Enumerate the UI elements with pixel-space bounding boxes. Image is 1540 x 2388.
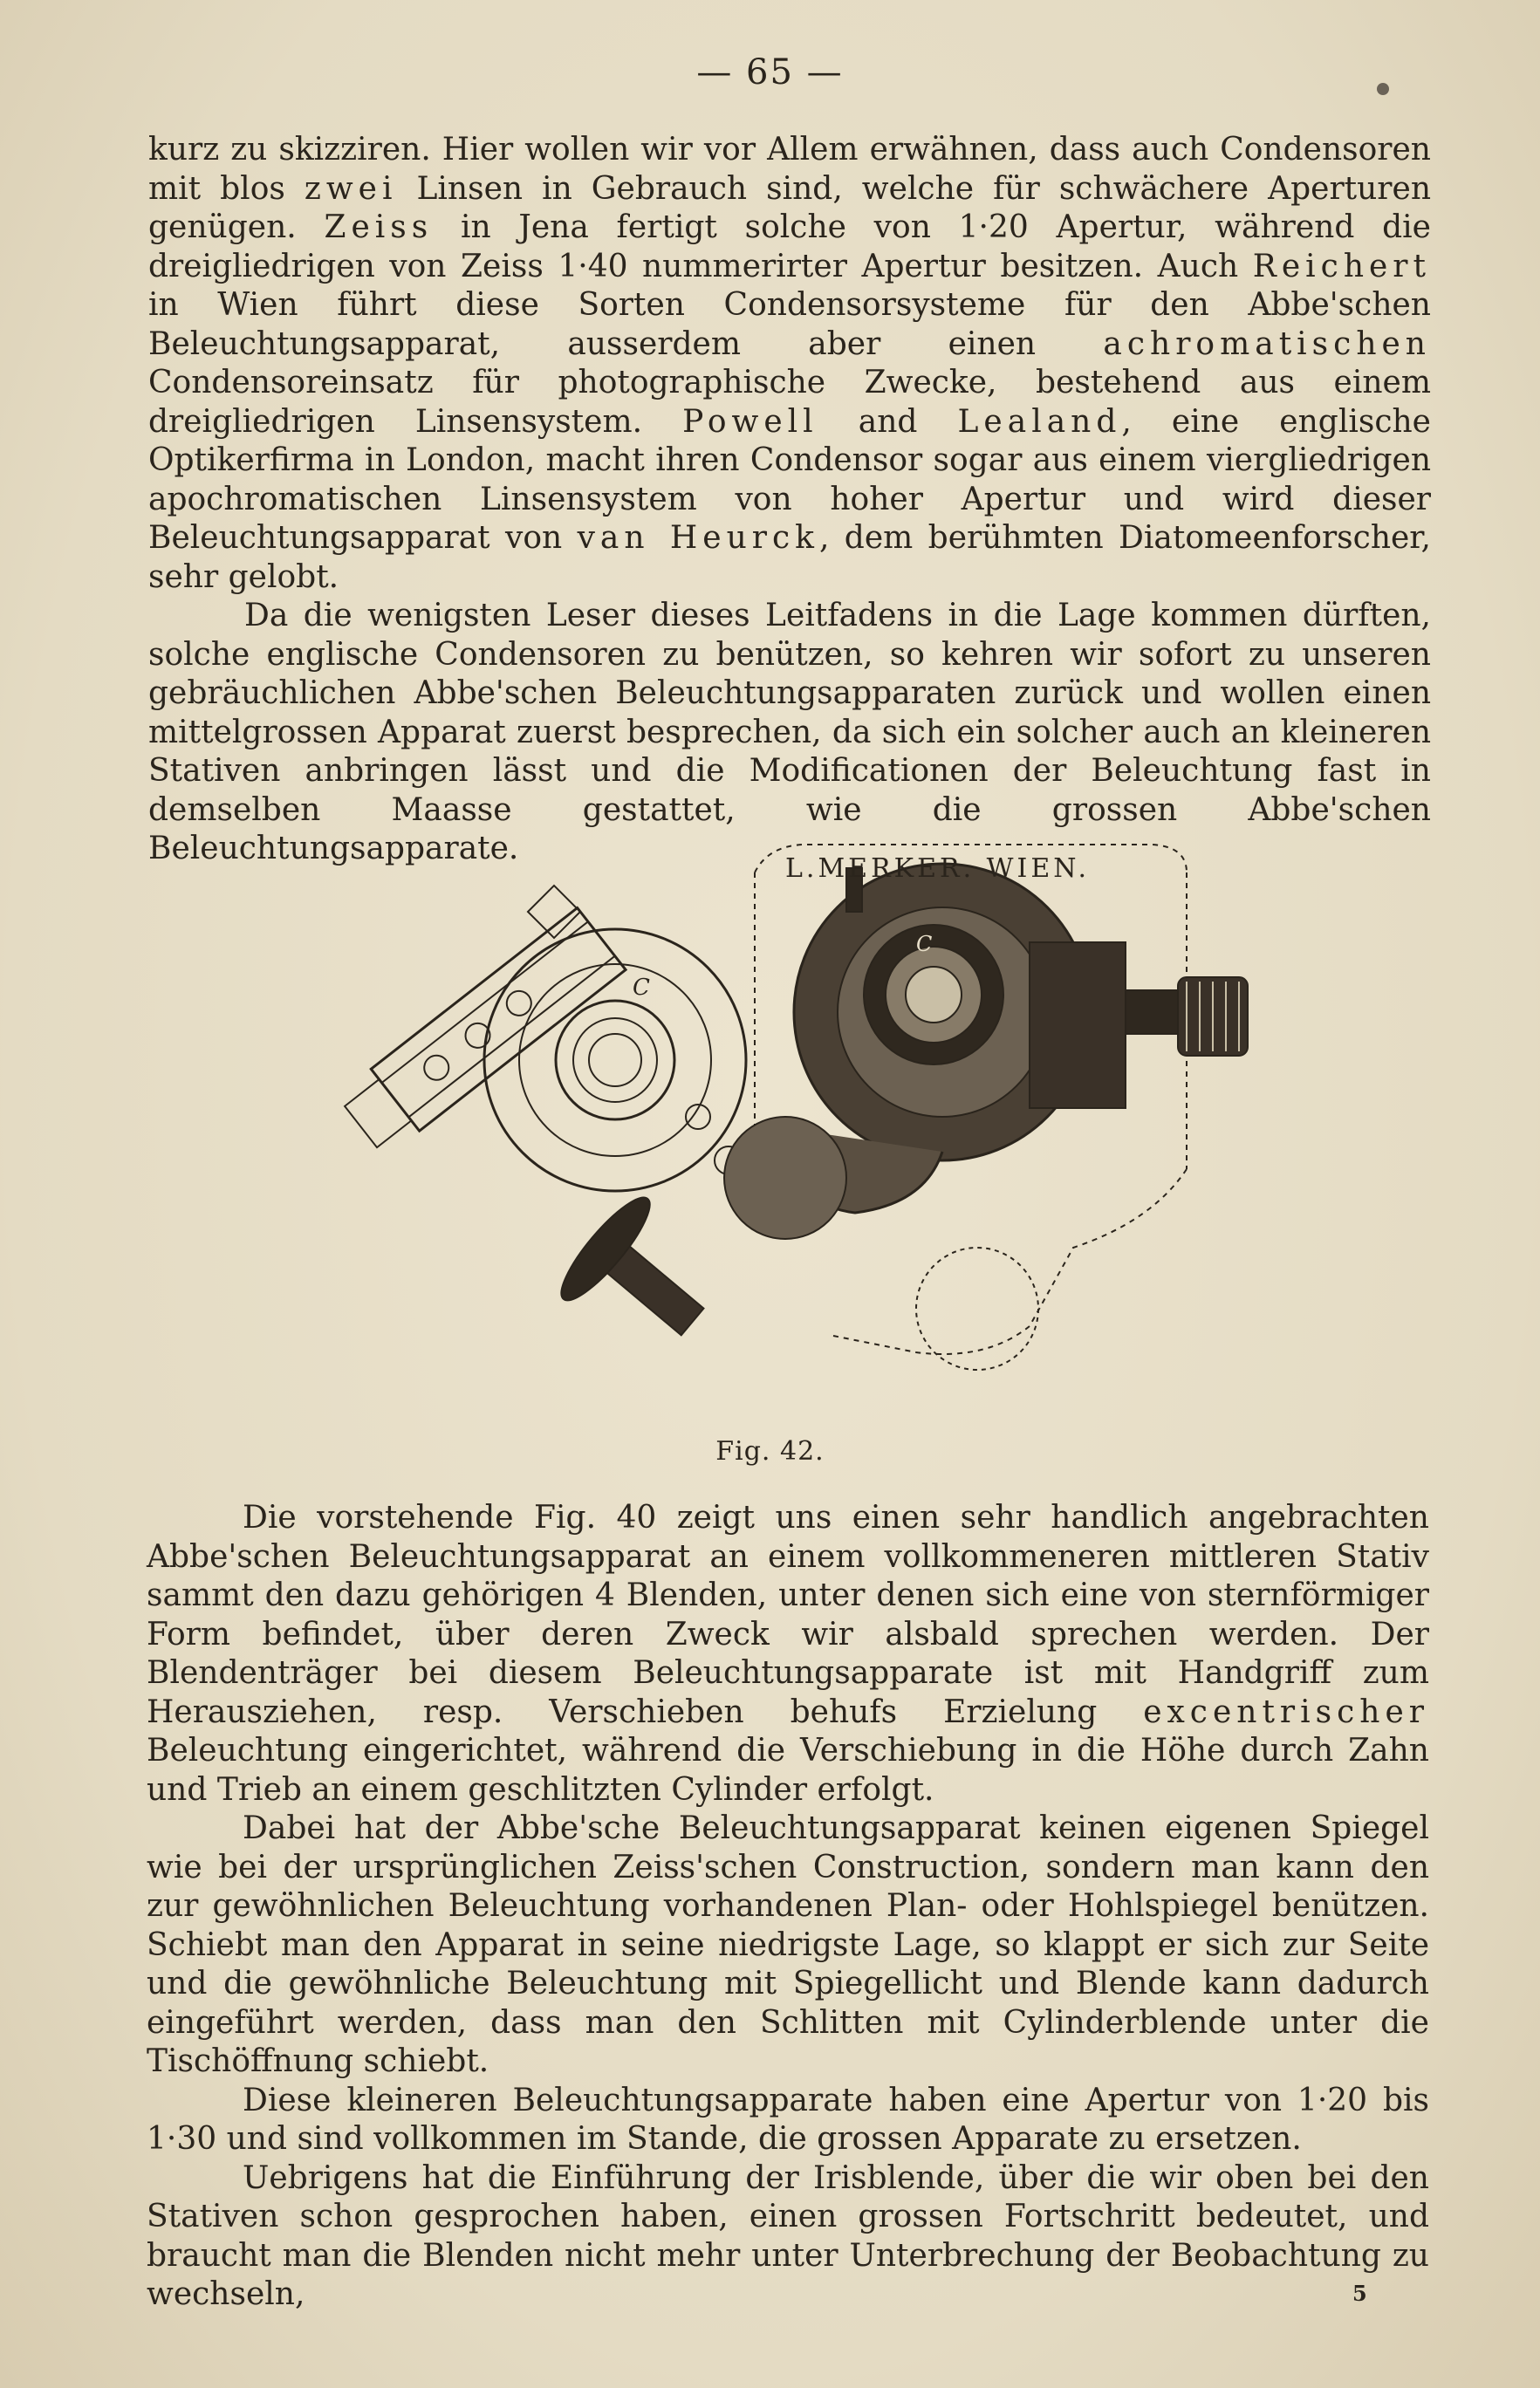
page-number: — 65 —	[696, 52, 844, 92]
paragraph-aperture: Diese kleineren Beleuchtungsapparate haben eine Apertur von 1·20 bis 1·30 und sind vollkommen im Stande, die grossen Apparate zu ersetzen.	[147, 2082, 1429, 2157]
spaced-name: Zeiss	[324, 209, 434, 245]
condenser-mount	[794, 864, 1248, 1160]
spaced-word: excentrischer	[1143, 1693, 1429, 1730]
handle	[551, 1187, 735, 1372]
dashed-circle	[916, 1248, 1038, 1370]
figure-caption: Fig. 42.	[715, 1436, 825, 1467]
paragraph-fig-description: Die vorstehende Fig. 40 zeigt uns einen sehr handlich angebrachten Abbe'schen Beleuchtungsapparat an einem vollkommeneren mittleren Stativ sammt den dazu gehörigen 4 Blenden, unter denen sich eine von sternförmiger Form befindet, über deren Zweck wir alsbald sprechen werden. Der Blendenträger bei diesem Beleuchtungsapparate ist mit Handgriff zum Herausziehen, resp. Verschieben behufs Erzielung excentrischer Beleuchtung eingerichtet, während die Verschiebung in die Höhe durch Zahn und Trieb an einem geschlitzten Cylinder erfolgt.	[147, 1500, 1429, 1808]
paragraph-iris: Uebrigens hat die Einführung der Irisblende, über die wir oben bei den Stativen schon gesprochen haben, einen grossen Fortschritt bedeutet, und braucht man die Blenden nicht mehr unter Unterbrechung der Beobachtung zu wechseln,	[147, 2159, 1429, 2312]
engraver-label: L.MERKER. WIEN.	[785, 853, 1091, 884]
spaced-name: van Heurck	[577, 520, 819, 556]
spaced-word: zwei	[304, 170, 398, 207]
spaced-name: Powell	[682, 403, 818, 440]
spaced-word: achromatischen	[1103, 325, 1431, 362]
text-block-top	[148, 131, 1431, 869]
paragraph-english-condensers: Da die wenigsten Leser dieses Leitfadens in die Lage kommen dürften, solche englische Condensoren zu benützen, so kehren wir sofort zu unseren gebräuchlichen Abbe'schen Beleuchtungsapparaten zurück und wollen einen mittelgrossen Apparat zuerst besprechen, da sich ein solcher auch an kleineren Stativen anbringen lässt und die Modificationen der Beleuchtung fast in demselben Maasse gestattet, wie die grossen Abbe'schen Beleuchtungsapparate.	[148, 598, 1431, 866]
paragraph-condensers: kurz zu skizziren. Hier wollen wir vor Allem erwähnen, dass auch Condensoren mit blos zwei Linsen in Gebrauch sind, welche für schwächere Aperturen genügen. Zeiss in Jena fertigt solche von 1·20 Apertur, während die dreigliedrigen von Zeiss 1·40 nummerirter Apertur besitzen. Auch Reichert in Wien führt diese Sorten Condensorsysteme für den Abbe'schen Beleuchtungsapparat, ausserdem aber einen achromatischen Condensoreinsatz für photographische Zwecke, bestehend aus einem dreigliedrigen Linsensystem. Powell and Lealand, eine englische Optikerfirma in London, macht ihren Condensor sogar aus einem viergliedrigen apochromatischen Linsensystem von hoher Apertur und wird dieser Beleuchtungsapparat von van Heurck, dem berühmten Diatomeenforscher, sehr gelobt.	[148, 132, 1431, 595]
text-block-bottom	[147, 1499, 1429, 2315]
label-c-left: C	[633, 975, 650, 1001]
paragraph-mirror: Dabei hat der Abbe'sche Beleuchtungsapparat keinen eigenen Spiegel wie bei der ursprünglichen Zeiss'schen Construction, sondern man kann den zur gewöhnlichen Beleuchtung vorhandenen Plan- oder Hohlspiegel benützen. Schiebt man den Apparat in seine niedrigste Lage, so klappt er sich zur Seite und die gewöhnliche Beleuchtung mit Spiegellicht und Blende kann dadurch eingeführt werden, dass man den Schlitten mit Cylinderblende unter die Tischöffnung schiebt.	[147, 1810, 1429, 2079]
spaced-name: Reichert	[1252, 248, 1431, 284]
figure-illumination-apparatus	[314, 838, 1291, 1379]
spaced-name: Lealand	[957, 403, 1122, 440]
signature-mark: 5	[1352, 2281, 1367, 2306]
left-lens-disc	[484, 929, 746, 1191]
label-c-right: C	[916, 932, 933, 956]
